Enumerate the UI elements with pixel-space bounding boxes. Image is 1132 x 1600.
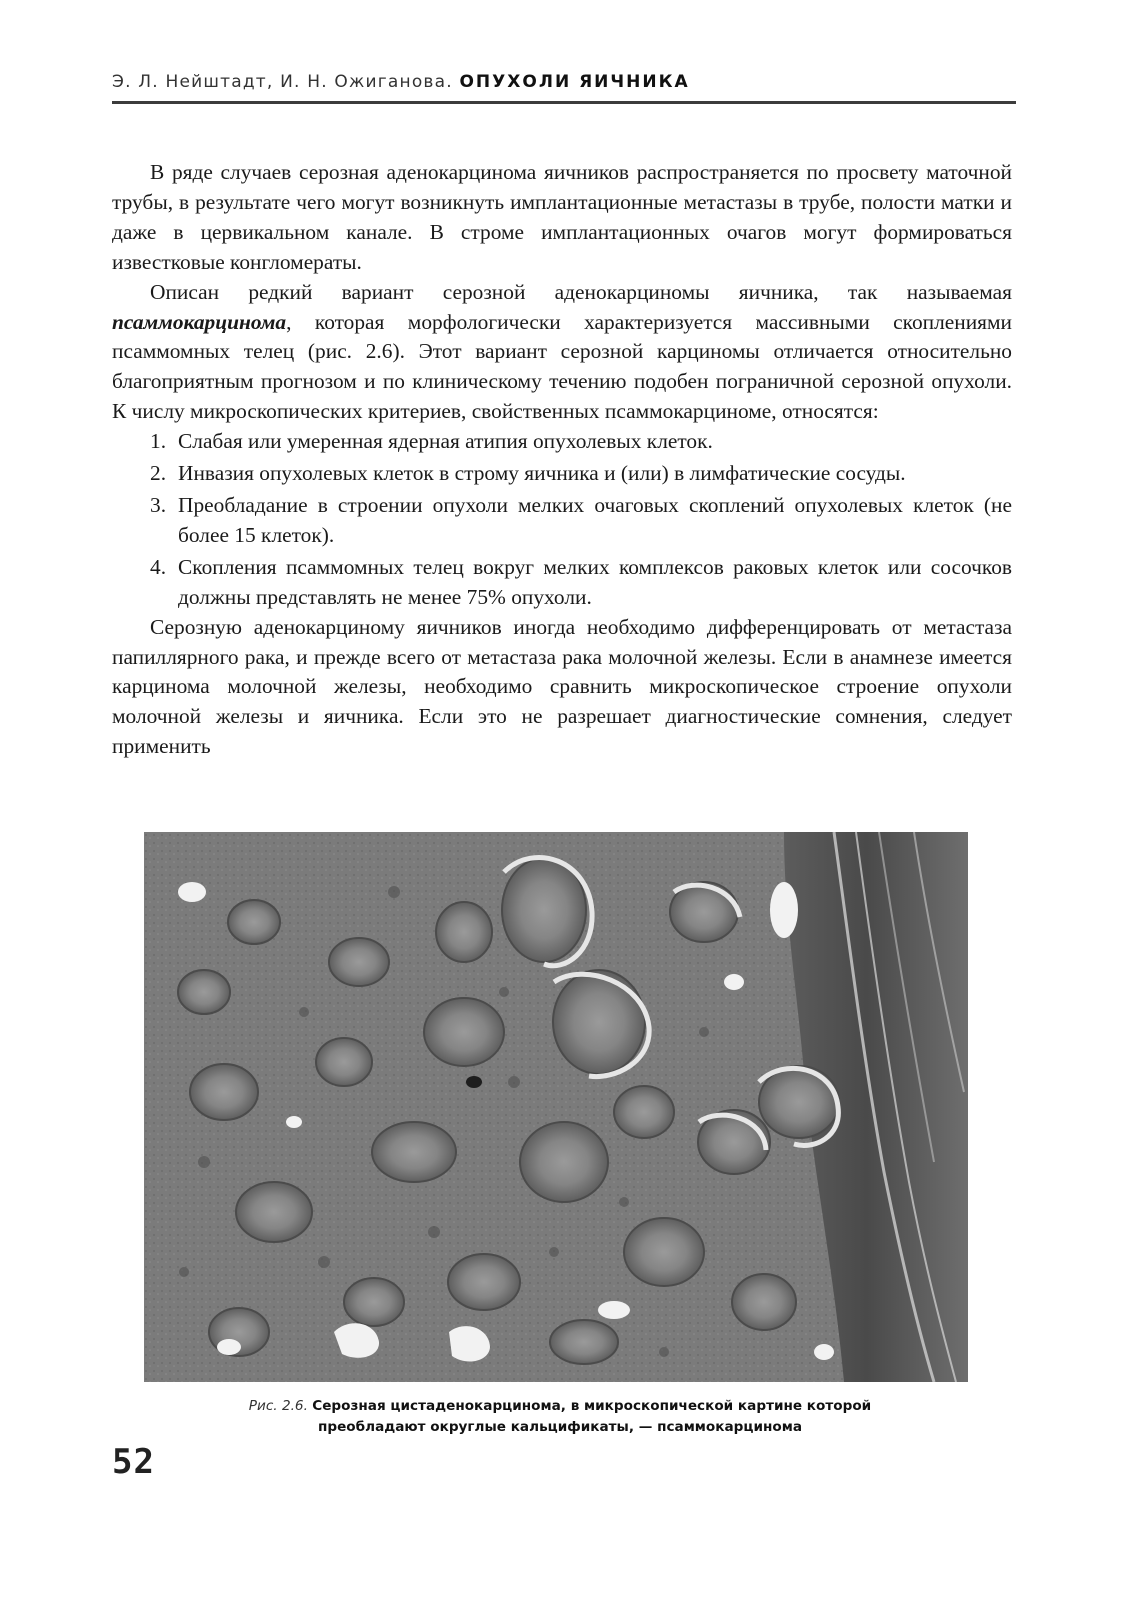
header-book-title: ОПУХОЛИ ЯИЧНИКА bbox=[459, 72, 690, 92]
caption-line-1: Серозная цистаденокарцинома, в микроскопической картине которой bbox=[312, 1398, 872, 1414]
list-item-text: Инвазия опухолевых клеток в строму яичника и (или) в лимфатические сосуды. bbox=[178, 461, 906, 486]
list-item bbox=[112, 427, 1012, 457]
micrograph-figure bbox=[144, 832, 968, 1382]
criteria-list bbox=[112, 427, 1012, 612]
micrograph-image bbox=[144, 832, 968, 1382]
list-item-number: 3. bbox=[150, 492, 167, 517]
list-item-number: 2. bbox=[150, 461, 167, 486]
header-authors: Э. Л. Нейштадт, И. Н. Ожиганова. bbox=[112, 72, 453, 92]
term-psammocarcinoma: псаммокарцинома bbox=[112, 309, 287, 334]
list-item-number: 1. bbox=[150, 429, 167, 454]
list-item-text: Преобладание в строении опухоли мелких очаговых скоплений опухолевых клеток (не более 15 клеток). bbox=[178, 492, 1012, 547]
running-head bbox=[112, 72, 1012, 92]
page-number: 52 bbox=[112, 1442, 155, 1482]
list-item-number: 4. bbox=[150, 554, 167, 579]
list-item bbox=[112, 553, 1012, 613]
list-item bbox=[112, 491, 1012, 551]
figure-caption bbox=[160, 1396, 960, 1438]
body-text bbox=[112, 158, 1012, 762]
list-item-text: Слабая или умеренная ядерная атипия опухолевых клеток. bbox=[178, 429, 713, 454]
list-item-text: Скопления псаммомных телец вокруг мелких комплексов раковых клеток или сосочков должны представлять не менее 75% опухоли. bbox=[178, 554, 1012, 609]
paragraph-2 bbox=[112, 278, 1012, 428]
paragraph-2-end: , которая морфологически характеризуется массивными скоплениями псаммомных телец (рис. 2.6). Этот вариант серозной карциномы отличается относительно благоприятным прогнозом и по клиническому течению подобен пограничной серозной опухоли. К числу микроскопических критериев, свойственных псаммокарциноме, относятся: bbox=[112, 309, 1012, 424]
caption-line-2: преобладают округлые кальцификаты, — псаммокарцинома bbox=[317, 1419, 803, 1435]
list-item bbox=[112, 459, 1012, 489]
figure-label: Рис. 2.6. bbox=[248, 1398, 308, 1414]
paragraph-1: В ряде случаев серозная аденокарцинома яичников распространяется по просвету маточной трубы, в результате чего могут возникнуть имплантационные метастазы в трубе, полости матки и даже в цервикальном канале. В строме имплантационных очагов могут формироваться известковые конгломераты. bbox=[112, 160, 1012, 274]
paragraph-3: Серозную аденокарциному яичников иногда необходимо дифференцировать от метастаза папиллярного рака, и прежде всего от метастаза рака молочной железы. Если в анамнезе имеется карцинома молочной железы, необходимо сравнить микроскопическое строение опухоли молочной железы и яичника. Если это не разрешает диагностические сомнения, следует применить bbox=[112, 614, 1012, 759]
header-rule bbox=[112, 101, 1016, 104]
paragraph-2-start: Описан редкий вариант серозной аденокарциномы яичника, так называемая bbox=[150, 279, 1012, 304]
